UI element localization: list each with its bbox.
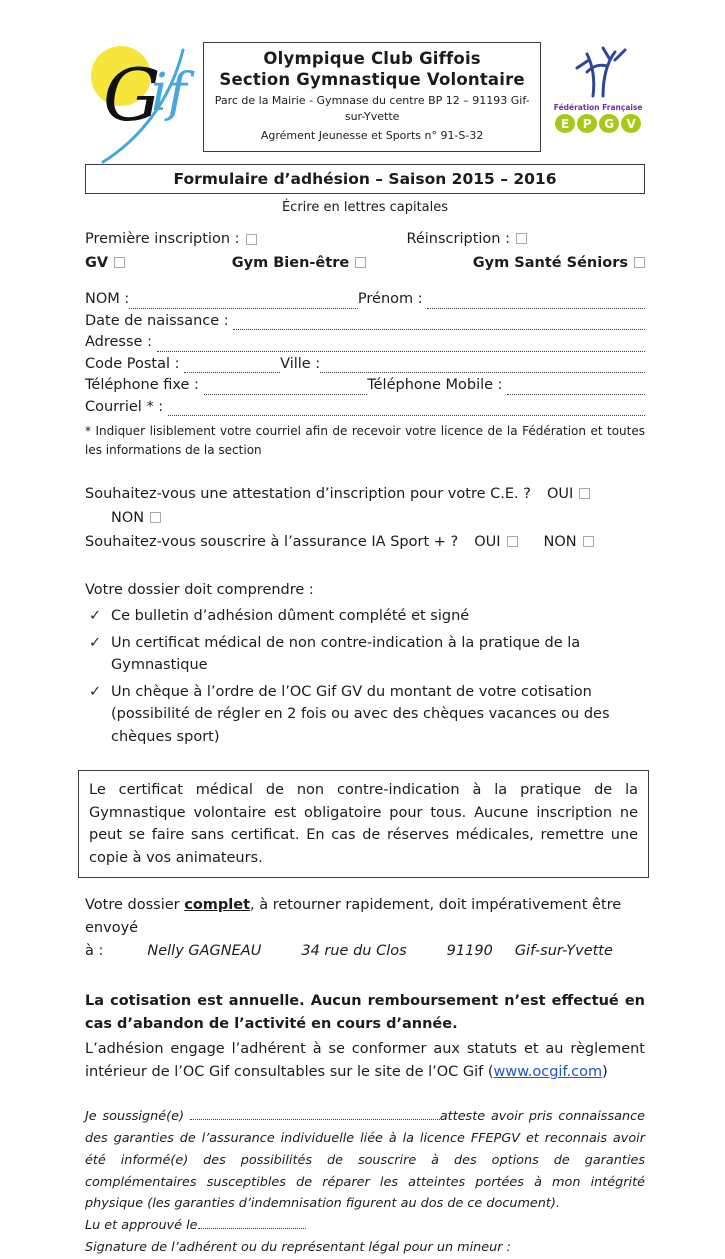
club-agrement: Agrément Jeunesse et Sports n° 91-S-32 xyxy=(260,129,484,143)
recipient-name: Nelly GAGNEAU xyxy=(147,943,262,960)
inscription-type-row xyxy=(85,231,645,247)
dossier-item-3-text: Un chèque à l’ordre de l’OC Gif GV du montant de votre cotisation (possibilité de régler en 2 fois ou avec des chèques vacances ou des chèques sport) xyxy=(111,683,610,745)
ocgif-g: G xyxy=(103,53,161,137)
dossier-intro: Votre dossier doit comprendre : xyxy=(85,581,314,598)
tel-mobile-label: Téléphone Mobile : xyxy=(367,377,503,393)
checkbox-ia-oui[interactable] xyxy=(507,536,518,547)
envoi-block xyxy=(85,894,645,964)
prenom-input-line[interactable] xyxy=(427,308,645,309)
question-ia-sport xyxy=(85,531,645,555)
question-ce-text: Souhaitez-vous une attestation d’inscription pour votre C.E. ? xyxy=(85,486,531,503)
non-label-q2: NON xyxy=(543,534,577,551)
prenom-label: Prénom : xyxy=(357,291,423,307)
field-row-adresse xyxy=(85,334,645,356)
courriel-input-line[interactable] xyxy=(168,415,645,416)
ocgif-logo-icon xyxy=(85,38,203,168)
date-line[interactable] xyxy=(198,1218,306,1229)
adresse-input-line[interactable] xyxy=(157,351,645,352)
checkbox-ce-oui[interactable] xyxy=(579,488,590,499)
lu-approuve-line xyxy=(85,1215,645,1237)
premiere-inscription-label: Première inscription : xyxy=(85,231,240,247)
oui-label-q1: OUI xyxy=(546,486,574,503)
checkbox-ia-non[interactable] xyxy=(583,536,594,547)
question-ia-text: Souhaitez-vous souscrire à l’assurance IA Sport + ? xyxy=(85,534,459,551)
field-row-nom-prenom xyxy=(85,291,645,313)
dossier-item-3 xyxy=(85,681,645,748)
envoi-address-line xyxy=(85,940,645,963)
dossier-item-2 xyxy=(85,632,645,677)
recipient-zip: 91190 xyxy=(446,943,493,960)
ocgif-website-link[interactable]: www.ocgif.com xyxy=(493,1064,603,1081)
capitals-instruction: Écrire en lettres capitales xyxy=(281,200,449,215)
field-row-courriel xyxy=(85,399,645,421)
check-icon: ✓ xyxy=(89,634,102,651)
soussigne-pre: Je soussigné(e) xyxy=(85,1109,190,1125)
envoi-prefix: à : xyxy=(85,943,104,960)
gv-label: GV xyxy=(85,255,109,271)
naissance-input-line[interactable] xyxy=(233,329,645,330)
cotisation-block xyxy=(85,990,645,1085)
nom-input-line[interactable] xyxy=(129,308,358,309)
code-postal-label: Code Postal : xyxy=(85,355,180,372)
courriel-footnote: * Indiquer lisiblement votre courriel afin de recevoir votre licence de la Fédération et toutes les informations de la section xyxy=(85,424,645,457)
lu-approuve-label: Lu et approuvé le xyxy=(85,1218,198,1234)
epgv-letter-p: P xyxy=(577,114,597,133)
complet-emphasis: complet xyxy=(184,897,251,914)
header xyxy=(85,38,645,150)
epgv-letters xyxy=(551,114,645,133)
ocgif-if: if xyxy=(151,63,187,123)
code-postal-input-line[interactable] xyxy=(184,372,280,373)
tel-fixe-label: Téléphone fixe : xyxy=(85,377,199,393)
soussigne-post: atteste avoir pris connaissance des garanties de l’assurance individuelle liée à la licence FFEPGV et reconnais avoir été informé(e) des possibilités de souscrire à des options de garanties complémentaires susceptibles de réparer les atteintes portées à mon intégrité physique (les garanties d’indemnisation figurent au dos de ce document). xyxy=(85,1109,646,1212)
courriel-label: Courriel * : xyxy=(85,398,164,415)
checkbox-ce-non[interactable] xyxy=(150,512,161,523)
section-name: Section Gymnastique Volontaire xyxy=(219,70,525,90)
tel-mobile-input-line[interactable] xyxy=(507,394,645,395)
nom-label: NOM : xyxy=(85,291,130,307)
non-label-q1: NON xyxy=(111,510,145,527)
question-ce xyxy=(85,483,645,531)
envoi-line1 xyxy=(85,894,645,940)
naissance-label: Date de naissance : xyxy=(85,312,229,329)
soussigne-paragraph xyxy=(85,1106,645,1215)
check-icon: ✓ xyxy=(89,608,102,625)
field-row-telephones xyxy=(85,377,645,399)
oui-label-q2: OUI xyxy=(474,534,501,551)
form-title-box xyxy=(85,164,645,194)
activity-row xyxy=(85,255,645,271)
field-row-naissance xyxy=(85,313,645,335)
signature-block xyxy=(85,1106,645,1258)
epgv-letter-e: E xyxy=(555,114,575,133)
checkbox-gv[interactable] xyxy=(114,257,125,268)
soussigne-name-line[interactable] xyxy=(190,1110,440,1121)
envoi-line1-pre: Votre dossier xyxy=(85,897,185,914)
certificat-notice-box: Le certificat médical de non contre-indication à la pratique de la Gymnastique volontaire est obligatoire pour tous. Aucune inscription ne peut se faire sans certificat. En cas de réserves médicales, remettre une copie à vos animateurs. xyxy=(78,770,649,878)
questions-block xyxy=(85,483,645,555)
gym-sante-seniors-label: Gym Santé Séniors xyxy=(472,255,628,271)
ville-label: Ville : xyxy=(280,355,321,372)
signature-line: Signature de l’adhérent ou du représentant légal pour un mineur : xyxy=(85,1239,511,1255)
epgv-figures-icon xyxy=(563,46,633,98)
gym-bien-etre-label: Gym Bien-être xyxy=(231,255,350,271)
adhesion-pre: L’adhésion engage l’adhérent à se conformer aux statuts et au règlement intérieur de l’OC Gif consultables sur le site de l’OC Gif ( xyxy=(85,1041,645,1081)
envoi-line1-post: , à retourner rapidement, doit impérativement être envoyé xyxy=(85,897,622,937)
tel-fixe-input-line[interactable] xyxy=(204,394,368,395)
reinscription-label: Réinscription : xyxy=(406,231,510,247)
adresse-label: Adresse : xyxy=(85,334,152,350)
checkbox-premiere-inscription[interactable] xyxy=(246,234,257,245)
epgv-logo xyxy=(551,46,645,133)
dossier-item-2-text: Un certificat médical de non contre-indication à la pratique de la Gymnastique xyxy=(111,634,581,674)
identity-fields xyxy=(85,291,645,459)
check-icon: ✓ xyxy=(89,683,102,700)
epgv-letter-v: V xyxy=(621,114,641,133)
field-row-cp-ville xyxy=(85,356,645,378)
dossier-item-1 xyxy=(85,605,645,627)
epgv-letter-g: G xyxy=(599,114,619,133)
recipient-city: Gif-sur-Yvette xyxy=(514,943,613,960)
dossier-item-1-text: Ce bulletin d’adhésion dûment complété et signé xyxy=(111,608,470,625)
club-header-box xyxy=(203,42,541,152)
dossier-checklist xyxy=(85,579,645,748)
checkbox-gym-sante-seniors[interactable] xyxy=(634,257,645,268)
checkbox-reinscription[interactable] xyxy=(516,233,527,244)
federation-label: Fédération Française xyxy=(553,103,643,112)
adhesion-post: ) xyxy=(602,1064,608,1081)
cotisation-bold-text: La cotisation est annuelle. Aucun remboursement n’est effectué en cas d’abandon de l’activité en cours d’année. xyxy=(85,992,645,1032)
club-address: Parc de la Mairie - Gymnase du centre BP 12 – 91193 Gif-sur-Yvette xyxy=(214,94,530,124)
ocgif-logo xyxy=(85,38,203,168)
club-name: Olympique Club Giffois xyxy=(263,49,481,68)
adhesion-text xyxy=(85,1038,645,1084)
form-title: Formulaire d’adhésion – Saison 2015 – 2016 xyxy=(173,170,557,188)
ville-input-line[interactable] xyxy=(320,372,645,373)
recipient-street: 34 rue du Clos xyxy=(301,943,407,960)
checkbox-gym-bien-etre[interactable] xyxy=(355,257,366,268)
